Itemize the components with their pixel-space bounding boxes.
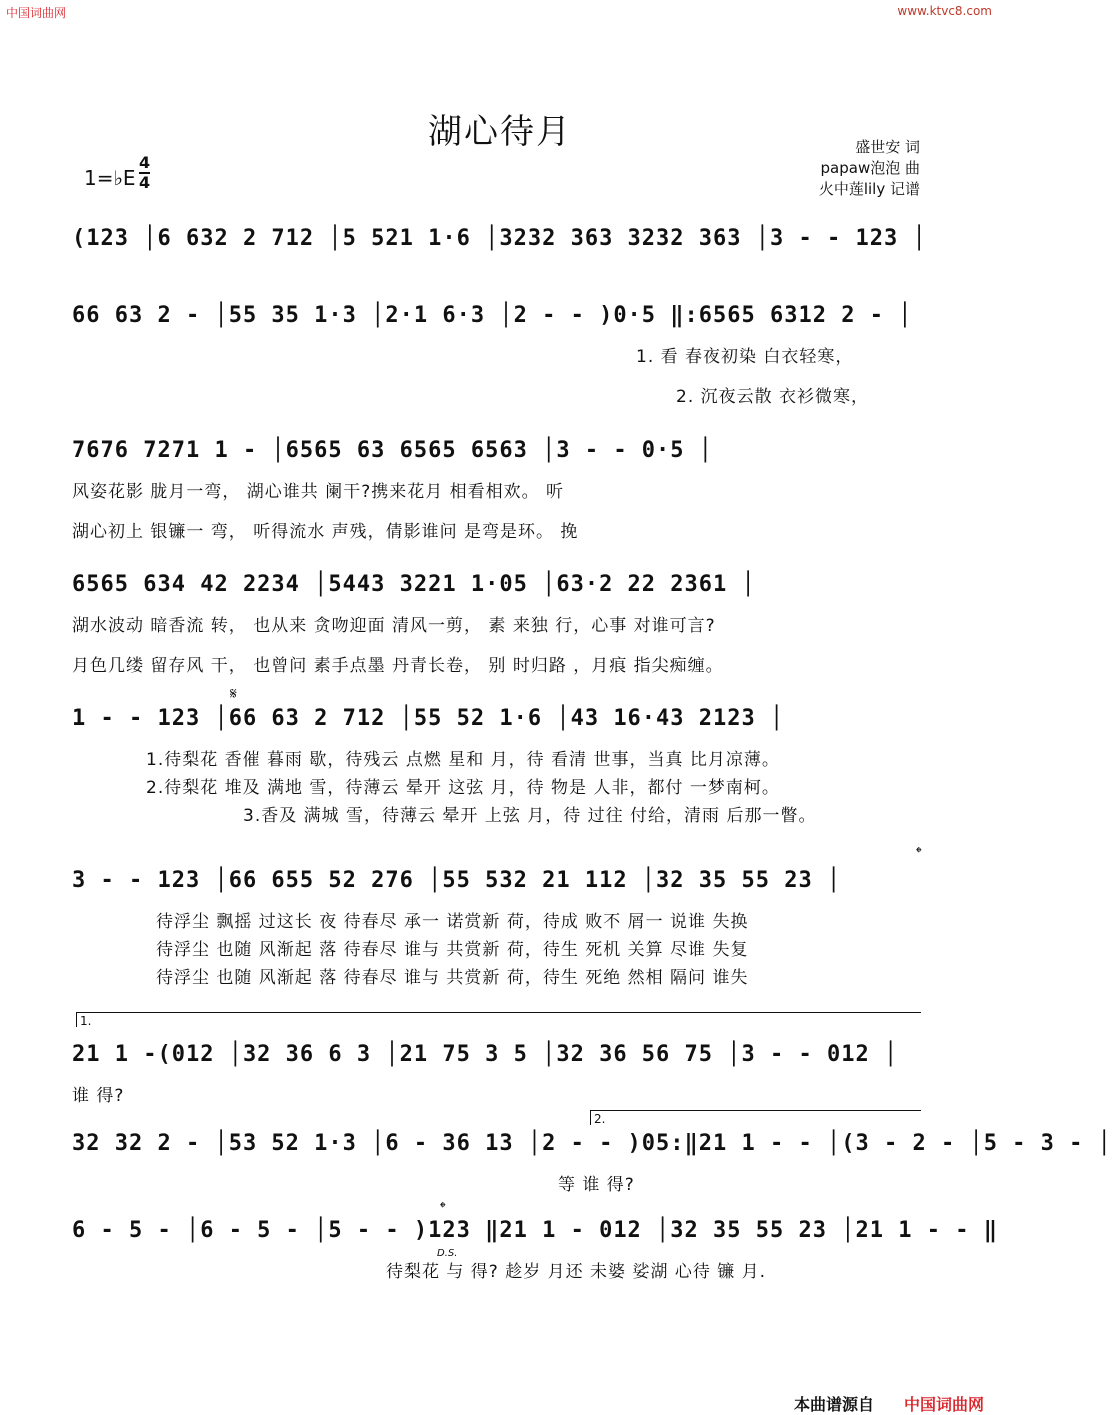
page-title: 湖心待月 [428, 112, 572, 152]
credit-transcriber: 火中莲lily 记谱 [818, 180, 920, 198]
credit-composer: papaw泡泡 曲 [820, 159, 920, 177]
lyric-row-9: 待梨花 与 得? 趁岁 月还 未婆 娑湖 心待 镰 月. [386, 1262, 767, 1282]
lyric-row-4-verse-2: 月色几缕 留存风 干， 也曾问 素手点墨 丹青长卷， 别 时归路 ，月痕 指尖痴缠。 [72, 656, 724, 676]
watermark-right: www.ktvc8.com [897, 4, 992, 18]
lyric-row-5-verse-2: 2.待梨花 堆及 满地 雪，待薄云 晕开 这弦 月，待 物是 人非，都付 一梦南柯。 [146, 778, 780, 798]
segno-symbol: 𝄋 [230, 684, 237, 703]
score-row-5: 1 - - 123 │66 63 2 712 │55 52 1·6 │43 16·43 2123 │ [72, 706, 785, 731]
lyric-row-6-verse-1: 待浮尘 飘摇 过这长 夜 待春尽 承一 诺赏新 荷，待成 败不 屑一 说谁 失换 [156, 912, 749, 932]
score-row-9: 6 - 5 - │6 - 5 - │5 - - )123 ‖21 1 - 012 │32 35 55 23 │21 1 - - ‖ [72, 1218, 998, 1243]
credit-lyricist: 盛世安 词 [855, 138, 920, 156]
ds-marking: D.S. [437, 1248, 458, 1259]
lyric-row-4-verse-1: 湖水波动 暗香流 转， 也从来 贪吻迎面 清风一剪， 素 来独 行，心事 对谁可言? [72, 616, 716, 636]
score-row-3: 7676 7271 1 - │6565 63 6565 6563 │3 - - 0·5 │ [72, 438, 714, 463]
time-signature [139, 154, 150, 192]
time-signature-bottom: 4 [139, 173, 151, 192]
score-row-4: 6565 634 42 2234 │5443 3221 1·05 │63·2 22 2361 │ [72, 572, 756, 597]
lyric-row-5-verse-1: 1.待梨花 香催 暮雨 歇，待残云 点燃 星和 月，待 看清 世事，当真 比月凉薄。 [146, 750, 780, 770]
lyric-row-2-verse-2: 2. 沉夜云散 衣衫微寒， [676, 387, 870, 407]
coda-symbol-1: 𝄌 [916, 843, 922, 862]
volta-2-label: 2. [594, 1112, 606, 1126]
watermark-left: 中国词曲网 [6, 6, 67, 20]
coda-symbol-2: 𝄌 [440, 1198, 446, 1217]
score-row-6: 3 - - 123 │66 655 52 276 │55 532 21 112 │32 35 55 23 │ [72, 868, 842, 893]
key-signature: 1=♭E [84, 166, 136, 190]
volta-2-bracket [590, 1110, 921, 1125]
score-row-8: 32 32 2 - │53 52 1·3 │6 - 36 13 │2 - - )05:‖21 1 - - │(3 - 2 - │5 - 3 - │ [72, 1131, 1112, 1156]
score-row-7: 21 1 -(012 │32 36 6 3 │21 75 3 5 │32 36 56 75 │3 - - 012 │ [72, 1042, 899, 1067]
footer-source-label: 本曲谱源自 [794, 1395, 875, 1414]
lyric-row-6-verse-2: 待浮尘 也随 风渐起 落 待春尽 谁与 共赏新 荷，待生 死机 关算 尽谁 失复 [156, 940, 749, 960]
lyric-row-8: 等 谁 得? [558, 1175, 635, 1195]
lyric-row-3-verse-2: 湖心初上 银镰一 弯， 听得流水 声残，倩影谁问 是弯是环。 挽 [72, 522, 579, 542]
footer-site-name: 中国词曲网 [904, 1395, 985, 1414]
volta-1-label: 1. [80, 1014, 92, 1028]
time-signature-top: 4 [139, 153, 151, 172]
score-row-1: (123 │6 632 2 712 │5 521 1·6 │3232 363 3232 363 │3 - - 123 │ [72, 226, 927, 251]
volta-1-bracket [76, 1012, 921, 1027]
score-row-2: 66 63 2 - │55 35 1·3 │2·1 6·3 │2 - - )0·5 ‖:6565 6312 2 - │ [72, 303, 913, 328]
lyric-row-3-verse-1: 风姿花影 胧月一弯， 湖心谁共 阑干?携来花月 相看相欢。 听 [72, 482, 565, 502]
lyric-row-6-verse-3: 待浮尘 也随 风渐起 落 待春尽 谁与 共赏新 荷，待生 死绝 然相 隔问 谁失 [156, 968, 749, 988]
lyric-row-2-verse-1: 1. 看 春夜初染 白衣轻寒， [636, 347, 854, 367]
lyric-row-7: 谁 得? [72, 1086, 125, 1106]
lyric-row-5-verse-3: 3.香及 满城 雪，待薄云 晕开 上弦 月，待 过往 付给，清雨 后那一瞥。 [243, 806, 817, 826]
